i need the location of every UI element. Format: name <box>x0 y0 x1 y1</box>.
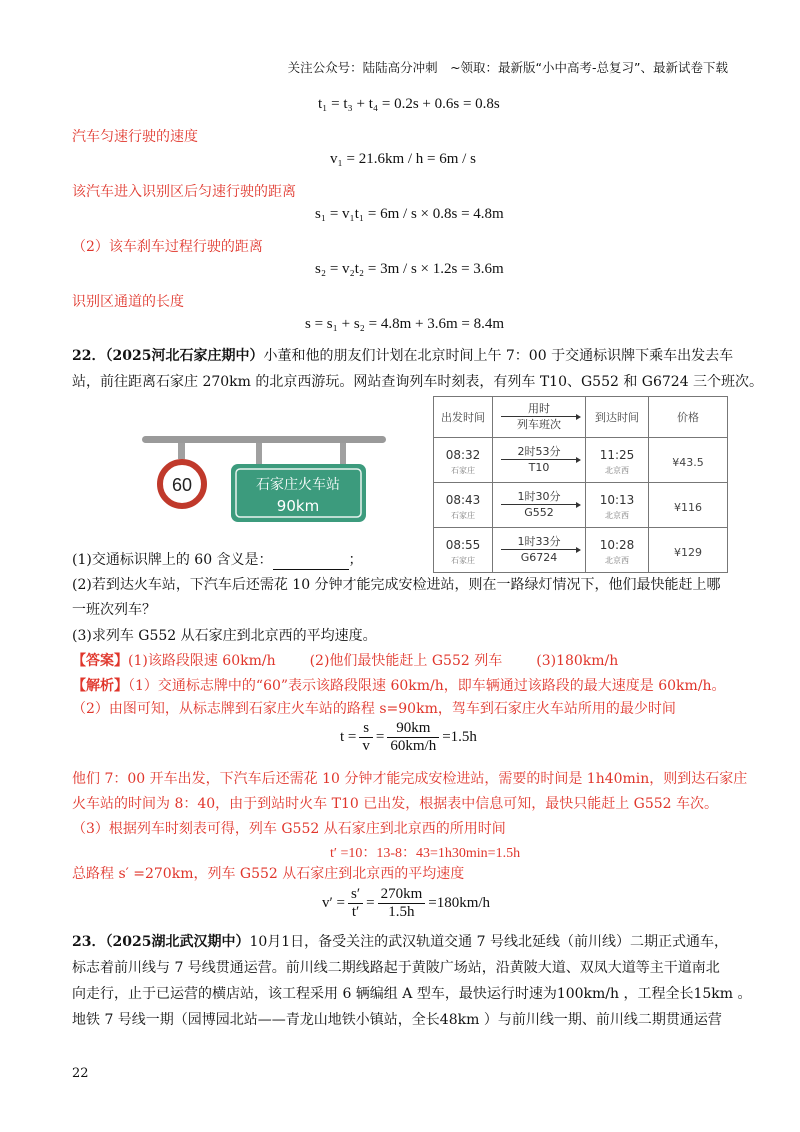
board-bracket-right <box>340 443 346 465</box>
analysis-line3b: 火车站的时间为 8：40，由于到站时火车 T10 已出发，根据表中信息可知，最快只能赶上 G552 车次。 <box>72 796 719 812</box>
price-cell: ¥43.5 <box>649 438 728 483</box>
limit-sign-bracket <box>178 443 185 459</box>
timetable-header-row <box>434 397 728 438</box>
destination-name: 石家庄火车站 <box>256 477 340 493</box>
header-price: 价格 <box>649 397 728 438</box>
traffic-sign-illustration <box>138 428 392 528</box>
speed-limit-value: 60 <box>171 475 193 495</box>
equation-s1: s₁ = v₁t₁ = 6m / s × 0.8s = 4.8m <box>315 206 504 222</box>
text-length-label: 识别区通道的长度 <box>72 294 184 310</box>
answer-blank <box>273 555 349 570</box>
equation-min-time: t = $\frac{s}{v}$ = $\frac{90km}{60km/h}$ =1.5h <box>340 720 477 754</box>
analysis-line4: （3）根据列车时刻表可得，列车 G552 从石家庄到北京西的所用时间 <box>72 821 506 837</box>
q22-line2: 站，前往距离石家庄 270km 的北京西游玩。网站查询列车时刻表，有列车 T10、G552 和 G6724 三个班次。 <box>72 374 764 390</box>
page-number: 22 <box>72 1066 89 1081</box>
duration-cell: 1时30分 G552 <box>493 483 586 528</box>
price-cell: ¥129 <box>649 528 728 573</box>
sign-pole <box>142 436 386 443</box>
text-brake-label: （2）该车刹车过程行驶的距离 <box>72 239 263 255</box>
table-row <box>434 483 728 528</box>
sub-question-3: (3)求列车 G552 从石家庄到北京西的平均速度。 <box>72 628 377 644</box>
departure-cell: 08:55 石家庄 <box>434 528 493 573</box>
destination-distance: 90km <box>276 497 320 515</box>
arrival-cell: 10:28 北京西 <box>586 528 649 573</box>
analysis-line3a: 他们 7：00 开车出发，下汽车后还需花 10 分钟才能完成安检进站，需要的时间是 1h40min，则到达石家庄 <box>72 771 748 787</box>
q22-number: 22．（2025河北石家庄期中） <box>72 348 264 364</box>
q23-number: 23．（2025湖北武汉期中） <box>72 934 250 950</box>
answer-label: 【答案】 <box>72 653 128 669</box>
departure-cell: 08:32 石家庄 <box>434 438 493 483</box>
text-distance-label: 该汽车进入识别区后匀速行驶的距离 <box>72 184 296 200</box>
q23-line2: 标志着前川线与 7 号线贯通运营。前川线二期线路起于黄陂广场站，沿黄陂大道、双凤大道等主干道南北 <box>72 960 720 976</box>
sub-question-1: (1)交通标识牌上的 60 含义是： ； <box>72 552 363 568</box>
table-row <box>434 438 728 483</box>
price-cell: ¥116 <box>649 483 728 528</box>
sub-question-2a: (2)若到达火车站，下汽车后还需花 10 分钟才能完成安检进站，则在一路绿灯情况下，他们最快能赶上哪 <box>72 577 721 593</box>
page-header: 关注公众号：陆陆高分冲刺 ~领取：最新版“小中高考-总复习”、最新试卷下载 <box>287 60 728 75</box>
header-arrival: 到达时间 <box>586 397 649 438</box>
equation-t1: t₁ = t₃ + t₄ = 0.2s + 0.6s = 0.8s <box>318 96 500 112</box>
header-departure: 出发时间 <box>434 397 493 438</box>
arrival-cell: 11:25 北京西 <box>586 438 649 483</box>
train-timetable <box>433 396 728 573</box>
equation-average-speed: v′ = $\frac{s'}{t'}$ = $\frac{270km}{1.5h}$ =180km/h <box>322 886 491 920</box>
q23-line4: 地铁 7 号线一期（园博园北站——青龙山地铁小镇站，全长48km ）与前川线一期、前川线二期贯通运营 <box>72 1012 722 1028</box>
table-row <box>434 528 728 573</box>
header-duration-train: 用时 列车班次 <box>493 397 586 438</box>
q22-line1: 22．（2025河北石家庄期中）小董和他的朋友们计划在北京时间上午 7：00 于交通标识牌下乘车出发去车 <box>72 348 734 364</box>
analysis-line1: 【解析】（1）交通标志牌中的“60”表示该路段限速 60km/h，即车辆通过该路段的最大速度是 60km/h。 <box>72 678 726 694</box>
departure-cell: 08:43 石家庄 <box>434 483 493 528</box>
q23-line1: 23．（2025湖北武汉期中）10月1日，备受关注的武汉轨道交通 7 号线北延线（前川线）二期正式通车， <box>72 934 728 950</box>
duration-cell: 1时33分 G6724 <box>493 528 586 573</box>
analysis-label: 【解析】 <box>72 678 128 694</box>
equation-v1: v₁ = 21.6km / h = 6m / s <box>330 151 476 167</box>
analysis-line5: 总路程 s′ =270km，列车 G552 从石家庄到北京西的平均速度 <box>72 866 465 882</box>
analysis-line2: （2）由图可知，从标志牌到石家庄火车站的路程 s=90km，驾车到石家庄火车站所用的最少时间 <box>72 701 676 717</box>
sub-question-2b: 一班次列车？ <box>72 602 156 618</box>
equation-s2: s₂ = v₂t₂ = 3m / s × 1.2s = 3.6m <box>315 261 504 277</box>
duration-cell: 2时53分 T10 <box>493 438 586 483</box>
equation-train-time: t′ =10：13-8：43=1h30min=1.5h <box>330 846 521 861</box>
board-bracket-left <box>256 443 262 465</box>
q23-line3: 向走行，止于已运营的横店站，该工程采用 6 辆编组 A 型车，最快运行时速为100km/h ，工程全长15km 。 <box>72 986 752 1002</box>
text-speed-label: 汽车匀速行驶的速度 <box>72 129 198 145</box>
answer-line: 【答案】(1)该路段限速 60km/h (2)他们最快能赶上 G552 列车 (3)180km/h <box>72 653 619 669</box>
arrival-cell: 10:13 北京西 <box>586 483 649 528</box>
equation-s-total: s = s₁ + s₂ = 4.8m + 3.6m = 8.4m <box>305 316 505 332</box>
